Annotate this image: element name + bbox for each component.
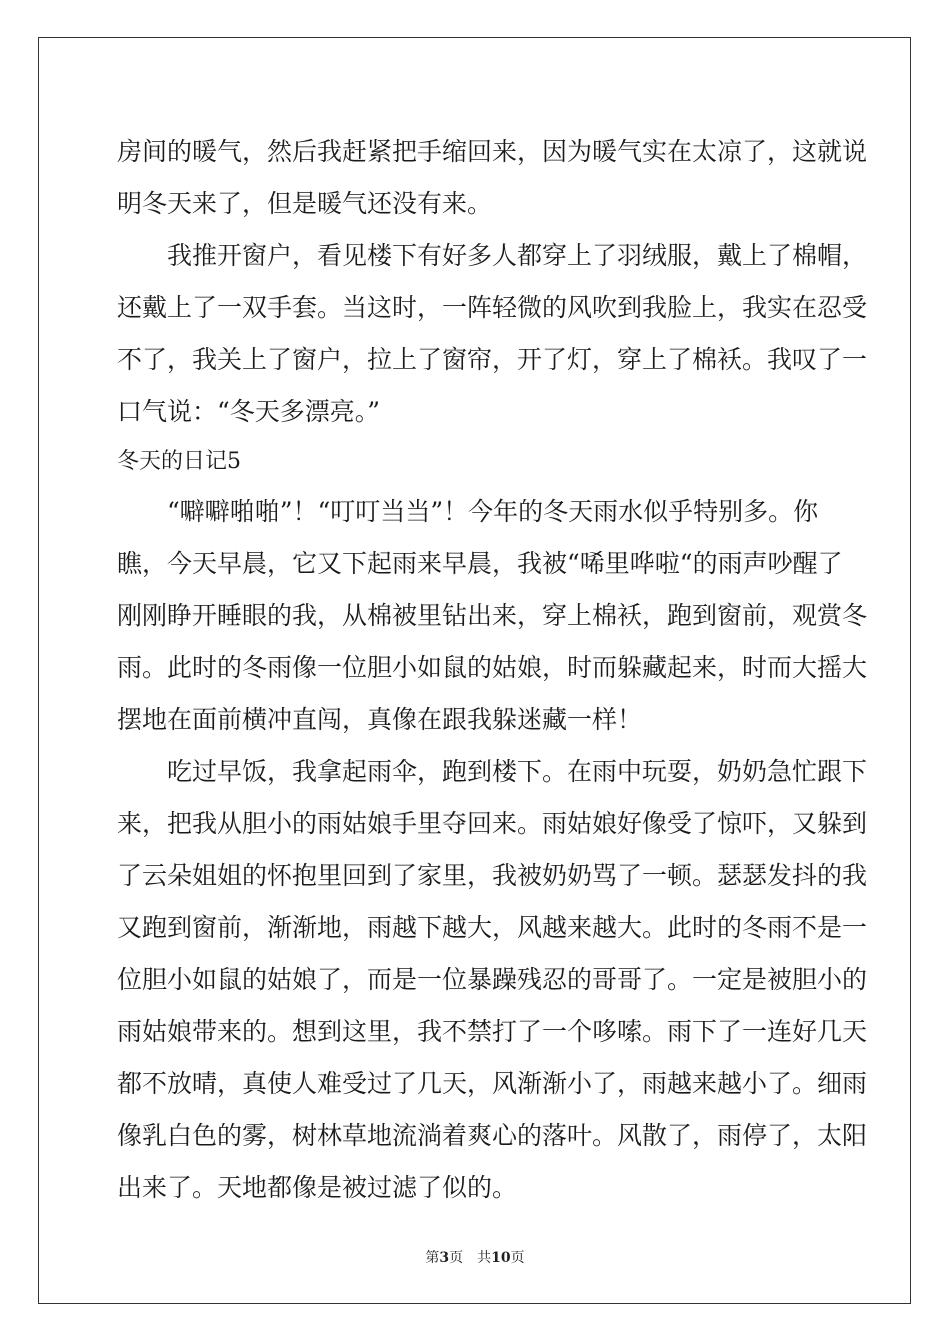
text-line: 来，把我从胆小的雨姑娘手里夺回来。雨姑娘好像受了惊吓，又躲到 xyxy=(117,809,868,838)
text-line: 吃过早饭，我拿起雨伞，跑到楼下。在雨中玩耍，奶奶急忙跟下 xyxy=(117,757,868,786)
text-line: 刚刚睁开睡眼的我，从棉被里钻出来，穿上棉袄，跑到窗前，观赏冬 xyxy=(117,601,868,630)
text-line: 口气说：“冬天多漂亮。” xyxy=(117,397,381,426)
footer-middle: 页 共 xyxy=(449,1250,492,1266)
page-footer xyxy=(0,1247,950,1267)
text-line: 出来了。天地都像是被过滤了似的。 xyxy=(117,1173,518,1202)
text-line: 摆地在面前横冲直闯，真像在跟我躲迷藏一样！ xyxy=(117,705,643,734)
text-line: 像乳白色的雾，树林草地流淌着爽心的落叶。风散了，雨停了，太阳 xyxy=(117,1121,868,1150)
section-heading: 冬天的日记5 xyxy=(117,449,241,474)
text-line: “噼噼啪啪”！“叮叮当当”！今年的冬天雨水似乎特别多。你 xyxy=(117,497,819,526)
text-line: 不了，我关上了窗户，拉上了窗帘，开了灯，穿上了棉袄。我叹了一 xyxy=(117,345,868,374)
document-body xyxy=(117,126,868,1214)
text-line: 雨。此时的冬雨像一位胆小如鼠的姑娘，时而躲藏起来，时而大摇大 xyxy=(117,653,868,682)
text-line: 瞧，今天早晨，它又下起雨来早晨，我被“唏里哗啦“的雨声吵醒了 xyxy=(117,549,843,578)
text-line: 又跑到窗前，渐渐地，雨越下越大，风越来越大。此时的冬雨不是一 xyxy=(117,913,868,942)
text-line: 位胆小如鼠的姑娘了，而是一位暴躁残忍的哥哥了。一定是被胆小的 xyxy=(117,965,868,994)
text-line: 了云朵姐姐的怀抱里回到了家里，我被奶奶骂了一顿。瑟瑟发抖的我 xyxy=(117,861,868,890)
footer-prefix: 第 xyxy=(425,1250,440,1266)
footer-suffix: 页 xyxy=(510,1250,525,1266)
text-line: 我推开窗户，看见楼下有好多人都穿上了羽绒服，戴上了棉帽， xyxy=(117,241,868,270)
text-line: 房间的暖气，然后我赶紧把手缩回来，因为暖气实在太凉了，这就说 xyxy=(117,137,868,166)
text-line: 都不放晴，真使人难受过了几天，风渐渐小了，雨越来越小了。细雨 xyxy=(117,1069,868,1098)
text-line: 明冬天来了，但是暖气还没有来。 xyxy=(117,189,493,218)
text-line: 还戴上了一双手套。当这时，一阵轻微的风吹到我脸上，我实在忍受 xyxy=(117,293,868,322)
total-pages-number: 10 xyxy=(491,1250,511,1266)
text-line: 雨姑娘带来的。想到这里，我不禁打了一个哆嗦。雨下了一连好几天 xyxy=(117,1017,868,1046)
current-page-number: 3 xyxy=(439,1250,450,1266)
